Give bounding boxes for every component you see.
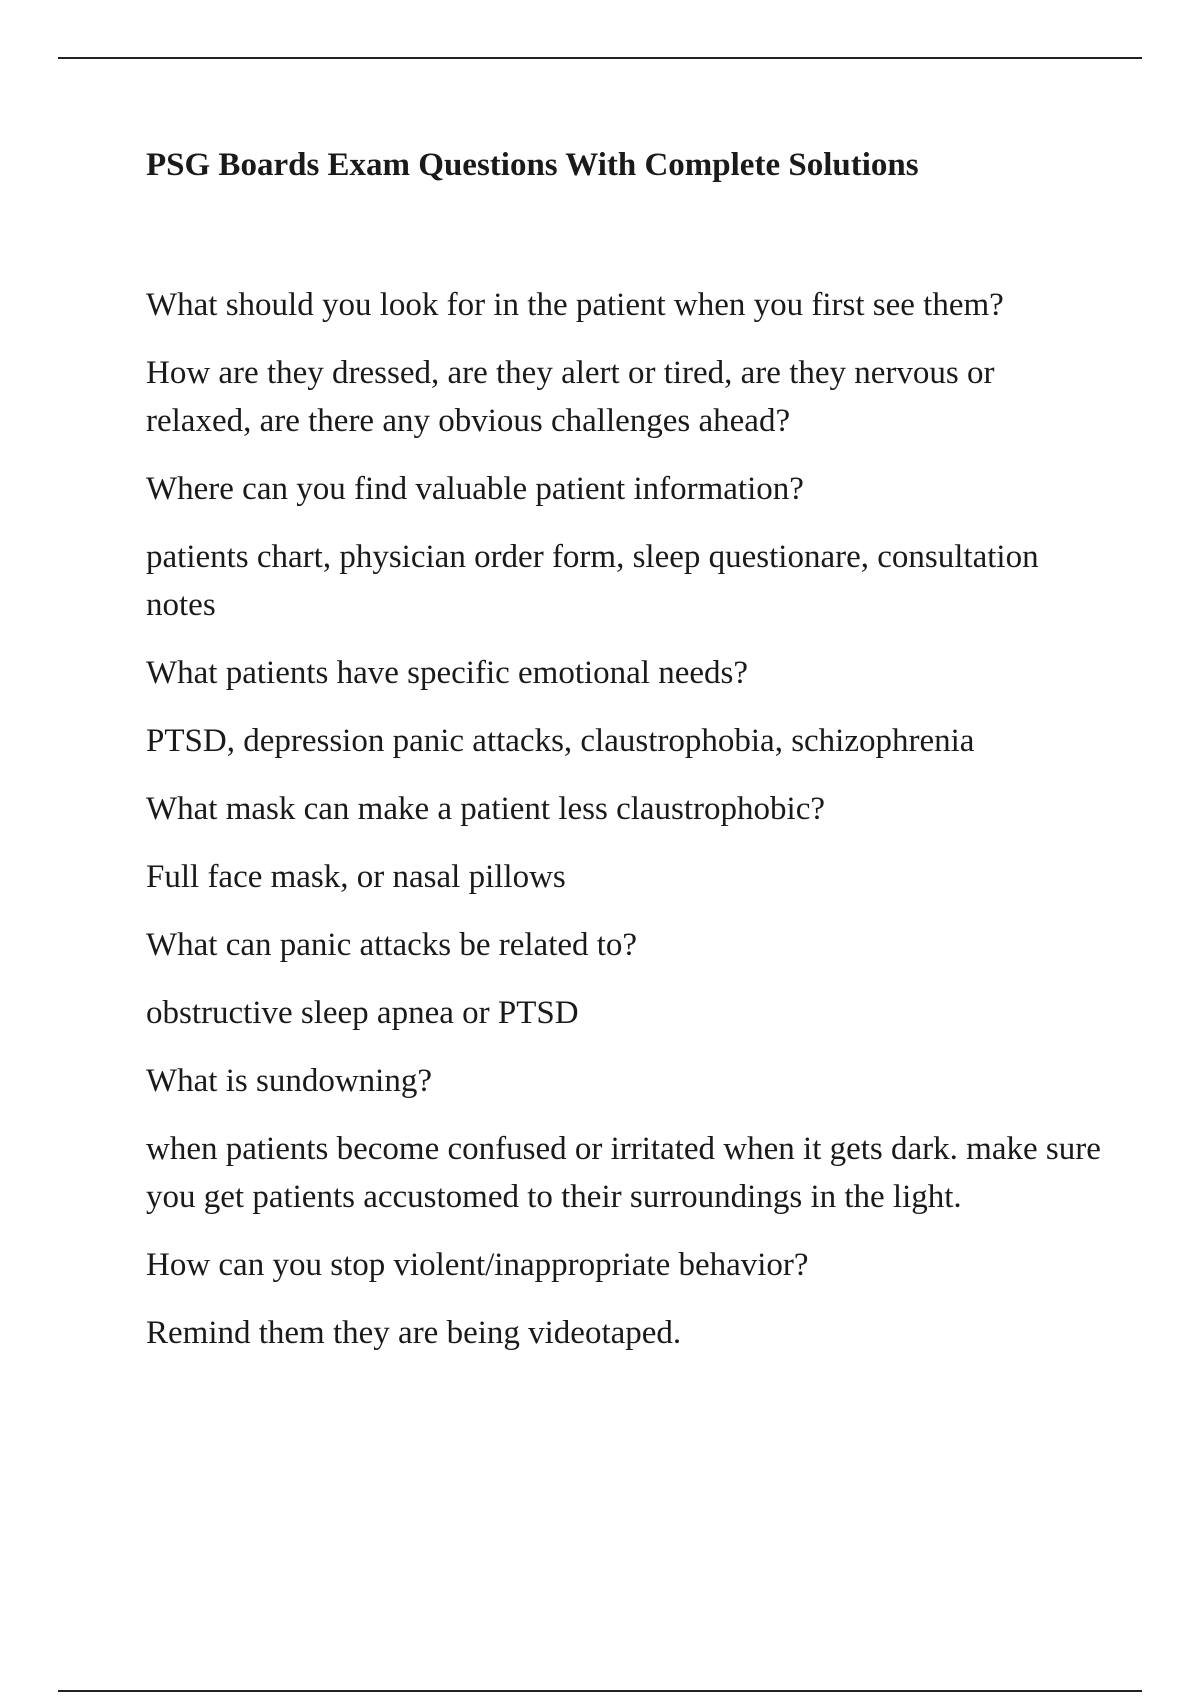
header-rule — [58, 57, 1142, 59]
answer-3: PTSD, depression panic attacks, claustrophobia, schizophrenia — [146, 723, 975, 759]
question-1: What should you look for in the patient when you first see them? — [146, 287, 1004, 323]
question-7: How can you stop violent/inappropriate behavior? — [146, 1247, 809, 1283]
qa-list — [146, 281, 1106, 1377]
answer-7: Remind them they are being videotaped. — [146, 1315, 682, 1351]
question-6: What is sundowning? — [146, 1063, 432, 1099]
answer-6: when patients become confused or irritated when it gets dark. make sure you get patients accustomed to their surroundings in the light. — [146, 1131, 1101, 1215]
question-4: What mask can make a patient less claustrophobic? — [146, 791, 825, 827]
answer-2: patients chart, physician order form, sleep questionare, consultation notes — [146, 539, 1039, 623]
answer-1: How are they dressed, are they alert or tired, are they nervous or relaxed, are there any obvious challenges ahead? — [146, 355, 995, 439]
document-title: PSG Boards Exam Questions With Complete Solutions — [146, 147, 919, 183]
footer-rule — [58, 1690, 1142, 1692]
question-3: What patients have specific emotional needs? — [146, 655, 749, 691]
answer-4: Full face mask, or nasal pillows — [146, 859, 566, 895]
answer-5: obstructive sleep apnea or PTSD — [146, 995, 579, 1031]
question-5: What can panic attacks be related to? — [146, 927, 638, 963]
question-2: Where can you find valuable patient information? — [146, 471, 804, 507]
